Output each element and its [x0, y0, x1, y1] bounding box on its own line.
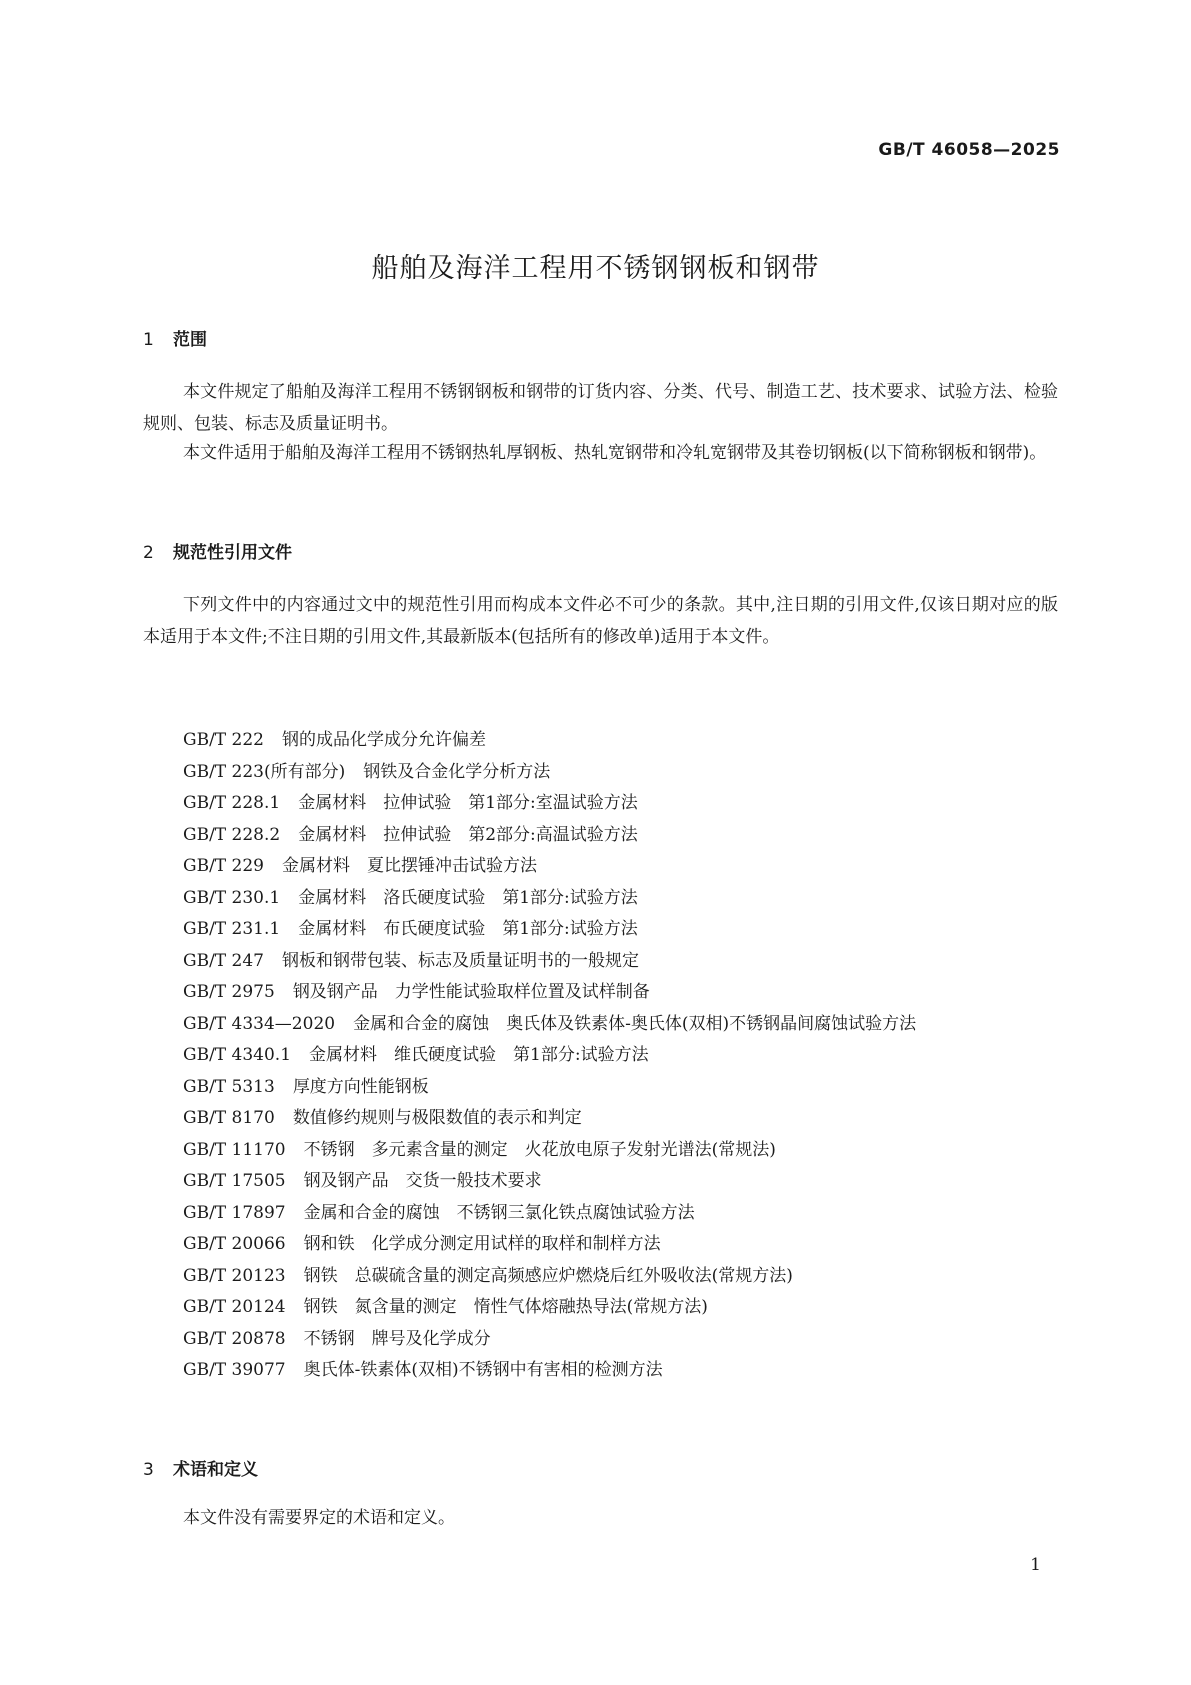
ref-title: 金属材料 洛氏硬度试验 第1部分:试验方法 — [298, 887, 638, 908]
ref-code: GB/T 4340.1 — [183, 1045, 292, 1065]
ref-code: GB/T 39077 — [183, 1360, 286, 1380]
ref-title: 钢和铁 化学成分测定用试样的取样和制样方法 — [303, 1234, 661, 1254]
ref-title: 金属材料 拉伸试验 第2部分:高温试验方法 — [298, 824, 638, 845]
ref-code: GB/T 20066 — [183, 1234, 286, 1254]
ref-title: 金属材料 夏比摆锤冲击试验方法 — [282, 856, 537, 876]
ref-title: 金属材料 布氏硬度试验 第1部分:试验方法 — [298, 919, 638, 939]
ref-title: 数值修约规则与极限数值的表示和判定 — [292, 1108, 582, 1128]
paragraph: 下列文件中的内容通过文中的规范性引用而构成本文件必不可少的条款。其中,注日期的引用文件,仅该日期对应的版本适用于本文件;不注日期的引用文件,其最新版本(包括所有的修改单)适用于本文件。 — [143, 595, 1058, 647]
ref-code: GB/T 223(所有部分) — [183, 761, 346, 782]
ref-title: 金属和合金的腐蚀 不锈钢三氯化铁点腐蚀试验方法 — [303, 1202, 695, 1223]
list-item — [143, 725, 1058, 757]
page-number: 1 — [1030, 1555, 1041, 1575]
section-title: 规范性引用文件 — [173, 543, 292, 563]
ref-title: 钢铁 氮含量的测定 惰性气体熔融热导法(常规方法) — [303, 1297, 708, 1317]
ref-code: GB/T 230.1 — [183, 887, 281, 908]
list-item — [143, 757, 1058, 789]
section-number: 2 — [143, 543, 154, 563]
list-item — [143, 977, 1058, 1009]
ref-code: GB/T 4334—2020 — [183, 1013, 336, 1034]
list-item — [143, 1040, 1058, 1072]
ref-title: 钢及钢产品 交货一般技术要求 — [303, 1171, 542, 1191]
ref-code: GB/T 228.2 — [183, 824, 281, 845]
ref-title: 钢及钢产品 力学性能试验取样位置及试样制备 — [292, 982, 650, 1002]
ref-code: GB/T 222 — [183, 730, 264, 750]
ref-title: 不锈钢 牌号及化学成分 — [303, 1328, 491, 1349]
list-item — [143, 914, 1058, 946]
list-item — [143, 1355, 1058, 1387]
list-item — [143, 1324, 1058, 1356]
ref-code: GB/T 8170 — [183, 1108, 275, 1128]
list-item — [143, 1198, 1058, 1230]
section-number: 1 — [143, 330, 154, 350]
ref-title: 不锈钢 多元素含量的测定 火花放电原子发射光谱法(常规法) — [303, 1139, 776, 1160]
ref-title: 钢铁 总碳硫含量的测定高频感应炉燃烧后红外吸收法(常规方法) — [303, 1265, 793, 1286]
list-item — [143, 1166, 1058, 1198]
paragraph: 本文件没有需要界定的术语和定义。 — [183, 1508, 455, 1528]
list-item — [143, 1261, 1058, 1293]
list-item — [143, 946, 1058, 978]
ref-code: GB/T 228.1 — [183, 793, 281, 813]
ref-code: GB/T 231.1 — [183, 919, 281, 939]
ref-title: 厚度方向性能钢板 — [292, 1076, 429, 1097]
ref-title: 金属材料 拉伸试验 第1部分:室温试验方法 — [298, 793, 638, 813]
list-item — [143, 1229, 1058, 1261]
ref-code: GB/T 5313 — [183, 1076, 275, 1097]
ref-code: GB/T 17505 — [183, 1171, 286, 1191]
list-item — [143, 820, 1058, 852]
section-title: 术语和定义 — [173, 1460, 258, 1480]
ref-title: 钢铁及合金化学分析方法 — [363, 761, 551, 782]
paragraph: 本文件适用于船舶及海洋工程用不锈钢热轧厚钢板、热轧宽钢带和冷轧宽钢带及其卷切钢板(以下简称钢板和钢带)。 — [183, 443, 1047, 463]
section-2-heading — [143, 538, 292, 563]
list-item — [143, 1072, 1058, 1104]
ref-title: 钢的成品化学成分允许偏差 — [282, 730, 486, 750]
list-item — [143, 1292, 1058, 1324]
ref-code: GB/T 17897 — [183, 1202, 286, 1223]
section-3-heading — [143, 1455, 258, 1480]
ref-title: 奥氏体-铁素体(双相)不锈钢中有害相的检测方法 — [303, 1360, 663, 1380]
normative-reference-list — [143, 725, 1058, 1387]
section-1-heading — [143, 325, 207, 350]
standard-code: GB/T 46058—2025 — [878, 140, 1060, 160]
ref-code: GB/T 247 — [183, 950, 264, 971]
ref-title: 钢板和钢带包装、标志及质量证明书的一般规定 — [282, 950, 639, 971]
paragraph: 本文件规定了船舶及海洋工程用不锈钢钢板和钢带的订货内容、分类、代号、制造工艺、技术要求、试验方法、检验规则、包装、标志及质量证明书。 — [143, 382, 1058, 434]
list-item — [143, 788, 1058, 820]
list-item — [143, 883, 1058, 915]
section-number: 3 — [143, 1460, 154, 1480]
ref-title: 金属材料 维氏硬度试验 第1部分:试验方法 — [309, 1045, 649, 1065]
list-item — [143, 1009, 1058, 1041]
list-item — [143, 1103, 1058, 1135]
section-title: 范围 — [173, 330, 207, 350]
ref-code: GB/T 20123 — [183, 1265, 286, 1286]
ref-title: 金属和合金的腐蚀 奥氏体及铁素体-奥氏体(双相)不锈钢晶间腐蚀试验方法 — [353, 1013, 917, 1034]
list-item — [143, 851, 1058, 883]
document-title: 船舶及海洋工程用不锈钢钢板和钢带 — [371, 253, 820, 284]
ref-code: GB/T 20878 — [183, 1328, 286, 1349]
ref-code: GB/T 229 — [183, 856, 264, 876]
list-item — [143, 1135, 1058, 1167]
ref-code: GB/T 2975 — [183, 982, 275, 1002]
ref-code: GB/T 11170 — [183, 1139, 286, 1160]
ref-code: GB/T 20124 — [183, 1297, 286, 1317]
